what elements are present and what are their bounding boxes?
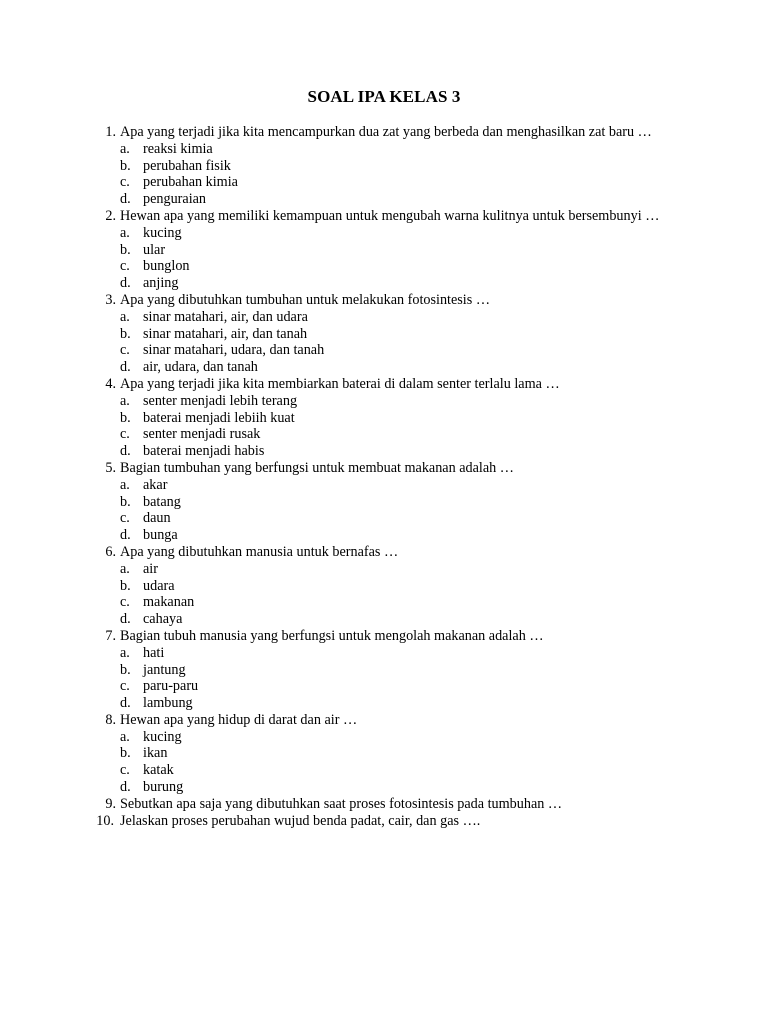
question-item: [88, 376, 674, 460]
option-text: anjing: [143, 275, 179, 292]
option-text: katak: [143, 762, 174, 779]
option-text: kucing: [143, 224, 182, 241]
option-letter: c.: [120, 510, 130, 527]
option-text: ular: [143, 241, 166, 258]
answer-option: [120, 645, 674, 662]
question-text: Hewan apa yang memiliki kemampuan untuk mengubah warna kulitnya untuk bersembunyi …: [120, 207, 660, 224]
option-letter: a.: [120, 560, 130, 577]
option-letter: b.: [120, 157, 131, 174]
answer-option: [120, 578, 674, 595]
question-text: Apa yang dibutuhkan manusia untuk bernafas …: [120, 543, 399, 560]
option-letter: a.: [120, 140, 130, 157]
option-text: reaksi kimia: [143, 140, 213, 157]
question-number: 3.: [105, 291, 116, 308]
answer-options: [120, 729, 674, 796]
option-letter: c.: [120, 426, 130, 443]
answer-option: [120, 611, 674, 628]
answer-option: [120, 510, 674, 527]
option-letter: d.: [120, 191, 131, 208]
option-text: udara: [143, 577, 175, 594]
option-text: lambung: [143, 695, 193, 712]
question-text: Bagian tumbuhan yang berfungsi untuk membuat makanan adalah …: [120, 459, 514, 476]
option-text: sinar matahari, air, dan tanah: [143, 325, 308, 342]
option-text: jantung: [143, 661, 186, 678]
question-number: 4.: [105, 375, 116, 392]
option-text: baterai menjadi habis: [143, 443, 265, 460]
question-item: [88, 292, 674, 376]
answer-option: [120, 561, 674, 578]
option-letter: a.: [120, 728, 130, 745]
option-letter: b.: [120, 745, 131, 762]
option-letter: d.: [120, 443, 131, 460]
question-number: 10.: [96, 812, 114, 829]
option-text: kucing: [143, 728, 182, 745]
question-number: 6.: [105, 543, 116, 560]
option-letter: b.: [120, 661, 131, 678]
answer-option: [120, 443, 674, 460]
answer-option: [120, 662, 674, 679]
option-text: penguraian: [143, 191, 207, 208]
answer-option: [120, 729, 674, 746]
answer-option: [120, 174, 674, 191]
answer-option: [120, 393, 674, 410]
option-letter: a.: [120, 476, 130, 493]
answer-options: [120, 477, 674, 544]
answer-options: [120, 393, 674, 460]
question-item: [88, 796, 674, 813]
option-letter: c.: [120, 174, 130, 191]
answer-option: [120, 309, 674, 326]
question-item: [88, 460, 674, 544]
option-text: makanan: [143, 594, 195, 611]
answer-options: [120, 141, 674, 208]
option-text: sinar matahari, air, dan udara: [143, 308, 308, 325]
option-letter: d.: [120, 359, 131, 376]
option-text: cahaya: [143, 611, 183, 628]
option-letter: d.: [120, 611, 131, 628]
option-text: perubahan fisik: [143, 157, 231, 174]
question-number: 1.: [105, 124, 116, 140]
option-text: hati: [143, 644, 165, 661]
option-text: burung: [143, 779, 184, 796]
answer-option: [120, 527, 674, 544]
answer-options: [120, 645, 674, 712]
option-letter: b.: [120, 577, 131, 594]
question-text: Apa yang terjadi jika kita mencampurkan dua zat yang berbeda dan menghasilkan zat baru …: [120, 124, 652, 140]
answer-option: [120, 477, 674, 494]
option-letter: d.: [120, 527, 131, 544]
question-item: [88, 712, 674, 796]
answer-option: [120, 762, 674, 779]
question-text: Hewan apa yang hidup di darat dan air …: [120, 711, 358, 728]
option-text: daun: [143, 510, 171, 527]
option-text: senter menjadi rusak: [143, 426, 261, 443]
answer-option: [120, 494, 674, 511]
question-number: 7.: [105, 627, 116, 644]
question-number: 2.: [105, 207, 116, 224]
option-text: perubahan kimia: [143, 174, 238, 191]
question-number: 5.: [105, 459, 116, 476]
question-text: Apa yang dibutuhkan tumbuhan untuk melakukan fotosintesis …: [120, 291, 491, 308]
option-letter: c.: [120, 258, 130, 275]
option-letter: b.: [120, 493, 131, 510]
option-text: batang: [143, 493, 181, 510]
option-letter: b.: [120, 325, 131, 342]
question-item: [88, 208, 674, 292]
answer-option: [120, 426, 674, 443]
option-text: paru-paru: [143, 678, 199, 695]
answer-option: [120, 779, 674, 796]
question-text: Sebutkan apa saja yang dibutuhkan saat proses fotosintesis pada tumbuhan …: [120, 795, 563, 812]
page-title: SOAL IPA KELAS 3: [307, 87, 461, 106]
option-letter: a.: [120, 392, 130, 409]
answer-option: [120, 191, 674, 208]
question-number: 8.: [105, 711, 116, 728]
answer-option: [120, 342, 674, 359]
option-text: akar: [143, 476, 168, 493]
option-letter: a.: [120, 308, 130, 325]
option-letter: b.: [120, 409, 131, 426]
option-text: baterai menjadi lebiih kuat: [143, 409, 295, 426]
answer-option: [120, 359, 674, 376]
answer-option: [120, 695, 674, 712]
answer-option: [120, 258, 674, 275]
option-letter: a.: [120, 644, 130, 661]
answer-option: [120, 745, 674, 762]
question-text: Jelaskan proses perubahan wujud benda padat, cair, dan gas ….: [120, 812, 481, 829]
question-item: [88, 544, 674, 628]
answer-option: [120, 141, 674, 158]
option-letter: d.: [120, 695, 131, 712]
question-item: [88, 124, 674, 208]
option-letter: c.: [120, 594, 130, 611]
option-letter: d.: [120, 779, 131, 796]
option-letter: d.: [120, 275, 131, 292]
option-letter: b.: [120, 241, 131, 258]
answer-option: [120, 225, 674, 242]
answer-option: [120, 594, 674, 611]
option-text: bunglon: [143, 258, 190, 275]
option-letter: c.: [120, 342, 130, 359]
answer-option: [120, 158, 674, 175]
question-list: [88, 124, 674, 829]
option-text: ikan: [143, 745, 168, 762]
option-letter: c.: [120, 678, 130, 695]
answer-option: [120, 275, 674, 292]
option-text: bunga: [143, 527, 178, 544]
answer-options: [120, 225, 674, 292]
option-text: sinar matahari, udara, dan tanah: [143, 342, 325, 359]
question-item: [88, 813, 674, 830]
question-item: [88, 628, 674, 712]
answer-options: [120, 561, 674, 628]
option-text: air, udara, dan tanah: [143, 359, 258, 376]
question-text: Apa yang terjadi jika kita membiarkan baterai di dalam senter terlalu lama …: [120, 375, 560, 392]
option-text: senter menjadi lebih terang: [143, 392, 298, 409]
answer-option: [120, 410, 674, 427]
option-letter: c.: [120, 762, 130, 779]
answer-option: [120, 242, 674, 259]
answer-option: [120, 678, 674, 695]
question-number: 9.: [105, 795, 116, 812]
option-text: air: [143, 560, 158, 577]
answer-options: [120, 309, 674, 376]
question-text: Bagian tubuh manusia yang berfungsi untuk mengolah makanan adalah …: [120, 627, 544, 644]
option-letter: a.: [120, 224, 130, 241]
answer-option: [120, 326, 674, 343]
